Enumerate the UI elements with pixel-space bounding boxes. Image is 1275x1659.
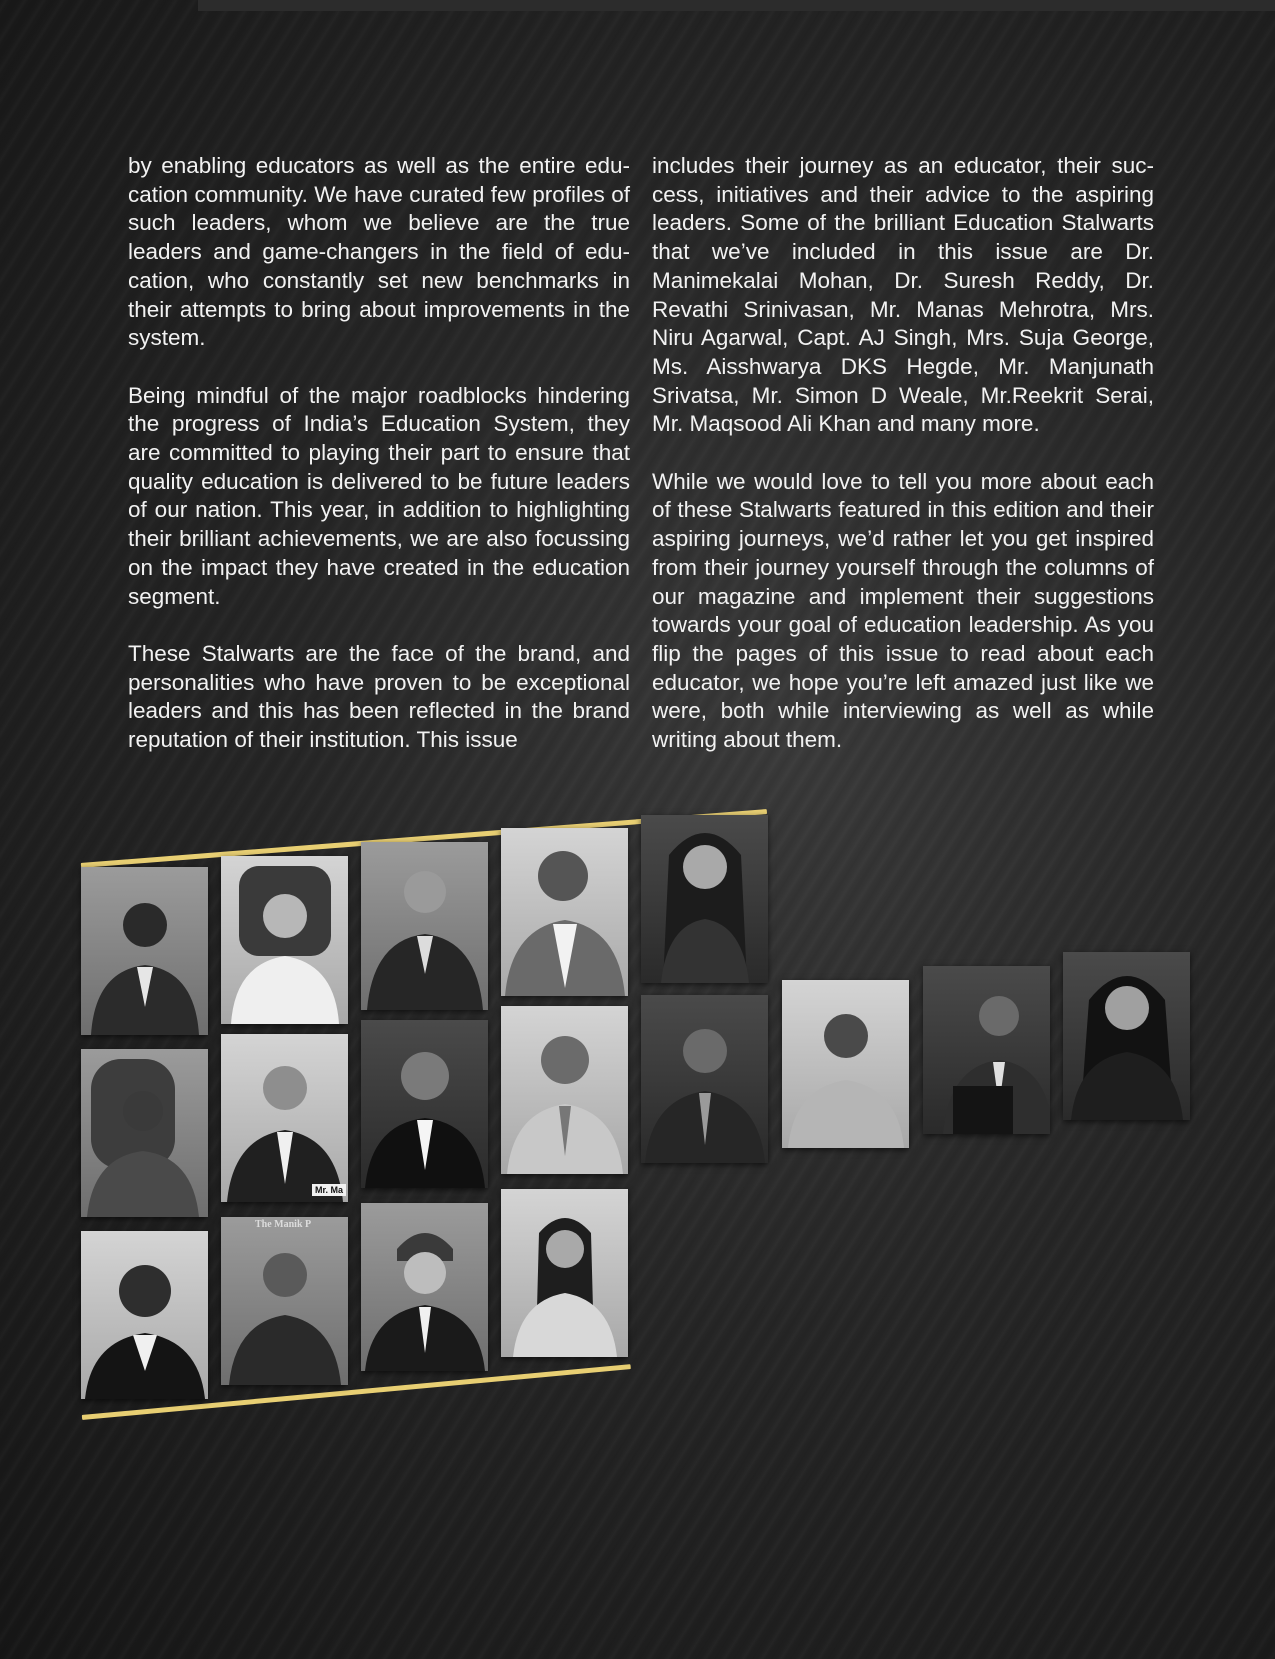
woman-portrait-icon xyxy=(641,815,768,983)
name-tag-label: Mr. Ma xyxy=(312,1184,346,1196)
portrait-photo xyxy=(81,1231,208,1399)
man-portrait-icon xyxy=(221,1217,348,1385)
paragraph: While we would love to tell you more about each of these Stalwarts featured in this edition and their aspiring journeys, we’d rather let you get inspired from their journey yourself through the columns of our magazine and implement their suggestions towards your goal of education leadership. As you flip the pages of this issue to read about each educator, we hope you’re left amazed just like we were, both while interviewing as well as while writing about them. xyxy=(652,468,1154,753)
woman-portrait-icon xyxy=(81,1049,208,1217)
man-portrait-icon xyxy=(81,867,208,1035)
man-portrait-icon xyxy=(361,1020,488,1188)
man-turban-portrait-icon xyxy=(361,1203,488,1371)
portrait-photo xyxy=(81,1049,208,1217)
man-portrait-icon xyxy=(221,1034,348,1202)
portrait-photo xyxy=(361,1020,488,1188)
portrait-photo xyxy=(501,828,628,996)
man-portrait-icon xyxy=(501,828,628,996)
portrait-photo xyxy=(221,1217,348,1385)
man-portrait-icon xyxy=(501,1006,628,1174)
paragraph: These Stalwarts are the face of the brand, and personalities who have proven to be exceptional leaders and this has been reflected in the brand reputation of their institution. This issue xyxy=(128,640,630,753)
portrait-photo xyxy=(782,980,909,1148)
portrait-photo xyxy=(641,995,768,1163)
paragraph: includes their journey as an educator, their success, initiatives and their advice to the aspiring leaders. Some of the brilliant Education Stalwarts that we’ve included in this issue are Dr. Manimekalai Mohan, Dr. Suresh Reddy, Dr. Revathi Srinivasan, Mr. Manas Mehrotra, Mrs. Niru Agarwal, Capt. AJ Singh, Mrs. Suja George, Ms. Aisshwarya DKS Hegde, Mr. Manjunath Srivatsa, Mr. Simon D Weale, Mr.Reekrit Serai, Mr. Maqsood Ali Khan and many more. xyxy=(652,153,1154,437)
paragraph: Being mindful of the major roadblocks hindering the progress of India’s Education System, they are committed to playing their part to ensure that quality education is delivered to be future leaders of our nation. This year, in addition to highlighting their brilliant achievements, we are also focussing on the impact they have created in the education segment. xyxy=(128,382,630,609)
woman-portrait-icon xyxy=(221,856,348,1024)
woman-portrait-icon xyxy=(1063,952,1190,1120)
portrait-photo xyxy=(361,842,488,1010)
man-portrait-icon xyxy=(641,995,768,1163)
portrait-photo xyxy=(221,856,348,1024)
sign-text-label: The Manik P xyxy=(255,1219,312,1230)
portrait-photo xyxy=(1063,952,1190,1120)
portrait-photo xyxy=(501,1006,628,1174)
man-portrait-icon xyxy=(361,842,488,1010)
woman-portrait-icon xyxy=(782,980,909,1148)
portrait-photo xyxy=(923,966,1050,1134)
man-portrait-icon xyxy=(81,1231,208,1399)
portrait-photo xyxy=(641,815,768,983)
man-portrait-icon xyxy=(923,966,1050,1134)
portrait-photo xyxy=(361,1203,488,1371)
portrait-photo xyxy=(221,1034,348,1202)
woman-portrait-icon xyxy=(501,1189,628,1357)
portrait-photo xyxy=(81,867,208,1035)
paragraph: by enabling educators as well as the entire education community. We have curated few profiles of such leaders, whom we believe are the true leaders and game-changers in the field of education, who constantly set new benchmarks in their attempts to bring about improvements in the system. xyxy=(128,153,630,351)
portrait-photo xyxy=(501,1189,628,1357)
